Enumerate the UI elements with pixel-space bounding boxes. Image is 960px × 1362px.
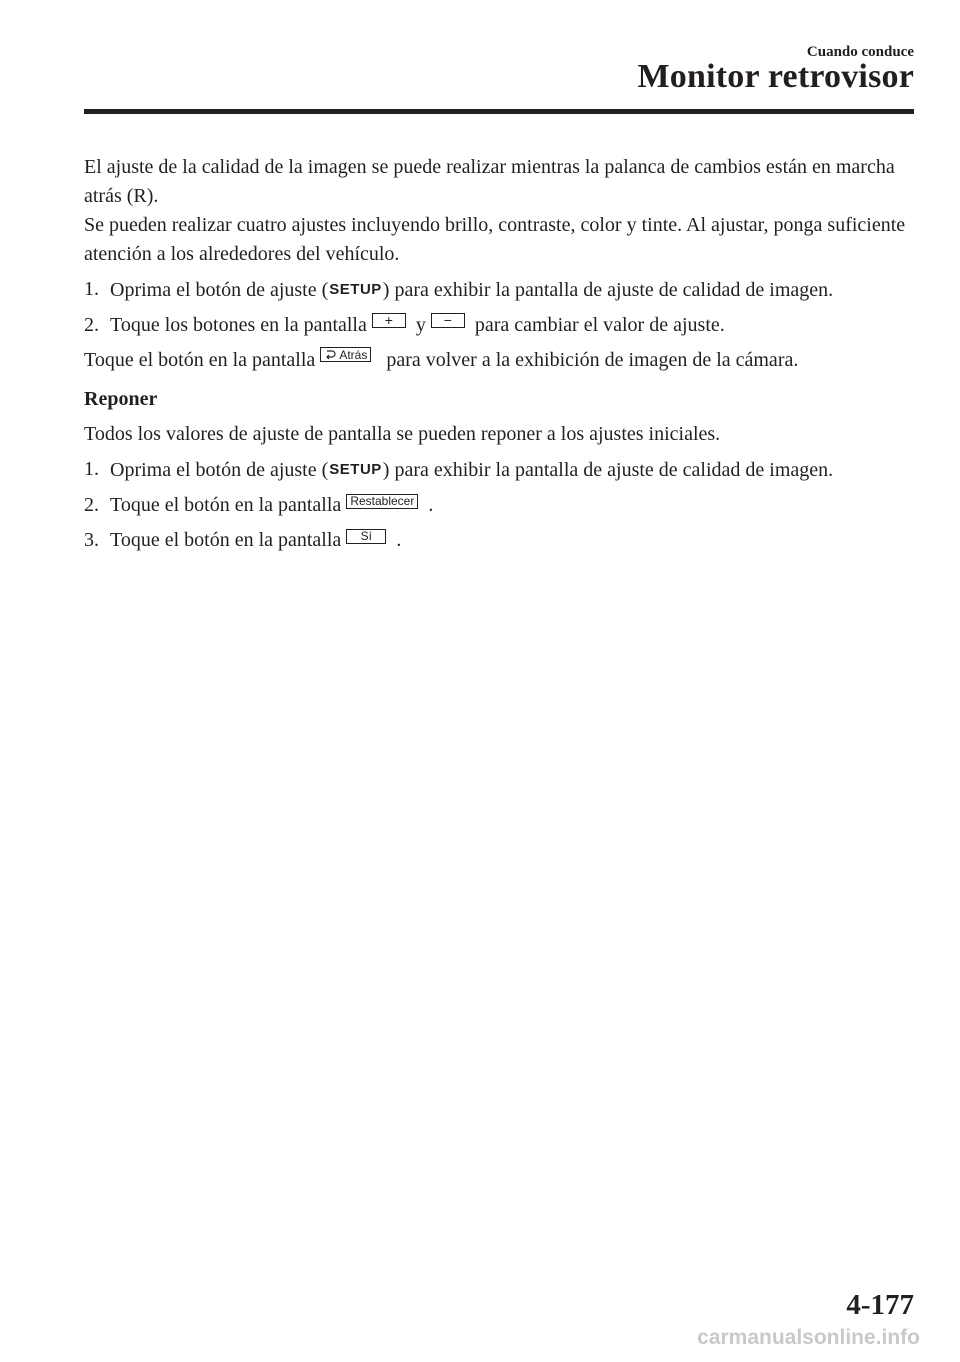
note-text: Toque el botón en la pantalla	[84, 349, 316, 371]
restablecer-button-icon: Restablecer	[346, 494, 418, 509]
body-text	[84, 153, 914, 555]
setup-key-icon: SETUP	[329, 281, 382, 298]
intro-paragraph-1: El ajuste de la calidad de la imagen se puede realizar mientras la palanca de cambios están en marcha atrás (R).	[84, 156, 895, 207]
adjust-step-1	[84, 275, 914, 305]
header-rule	[84, 109, 914, 114]
step-text: para cambiar el valor de ajuste.	[474, 314, 725, 336]
intro-paragraph-2: Se pueden realizar cuatro ajustes incluyendo brillo, contraste, color y tinte. Al ajustar, ponga suficiente atención a los alrededores del vehículo.	[84, 214, 906, 265]
back-button-icon	[320, 347, 371, 362]
step-text: Oprima el botón de ajuste (	[110, 279, 329, 301]
adjust-step-2	[84, 311, 914, 340]
step-text: Oprima el botón de ajuste (	[110, 459, 329, 481]
reset-heading: Reponer	[84, 388, 158, 410]
watermark: carmanualsonline.info	[697, 1326, 920, 1349]
step-text: Toque el botón en la pantalla	[110, 529, 342, 551]
step-number: 1.	[84, 278, 99, 300]
note-text: para volver a la exhibición de imagen de la cámara.	[386, 349, 799, 371]
step-number: 1.	[84, 458, 99, 480]
back-note	[84, 346, 914, 375]
setup-key-icon: SETUP	[329, 461, 382, 478]
step-number: 2.	[84, 314, 99, 336]
step-text: Toque el botón en la pantalla	[110, 494, 342, 516]
step-number: 3.	[84, 529, 99, 551]
page-title: Monitor retrovisor	[637, 58, 914, 95]
section-label: Cuando conduce	[806, 44, 914, 60]
reset-step-3	[84, 526, 914, 555]
reset-intro: Todos los valores de ajuste de pantalla se pueden reponer a los ajustes iniciales.	[84, 423, 721, 445]
step-text: ) para exhibir la pantalla de ajuste de calidad de imagen.	[382, 459, 834, 481]
plus-button-icon: +	[372, 313, 406, 328]
step-text: Toque los botones en la pantalla	[110, 314, 367, 336]
reset-step-2	[84, 491, 914, 520]
reset-step-1	[84, 455, 914, 485]
step-number: 2.	[84, 494, 99, 516]
step-text: ) para exhibir la pantalla de ajuste de calidad de imagen.	[382, 279, 834, 301]
minus-button-icon: −	[431, 313, 465, 328]
si-button-icon: Sí	[346, 529, 386, 544]
step-text: .	[428, 494, 434, 516]
back-button-label: Atrás	[339, 347, 368, 362]
step-text: .	[396, 529, 402, 551]
page-number: 4-177	[846, 1289, 914, 1321]
step-text: y	[415, 314, 426, 336]
return-arrow-icon	[324, 349, 336, 360]
